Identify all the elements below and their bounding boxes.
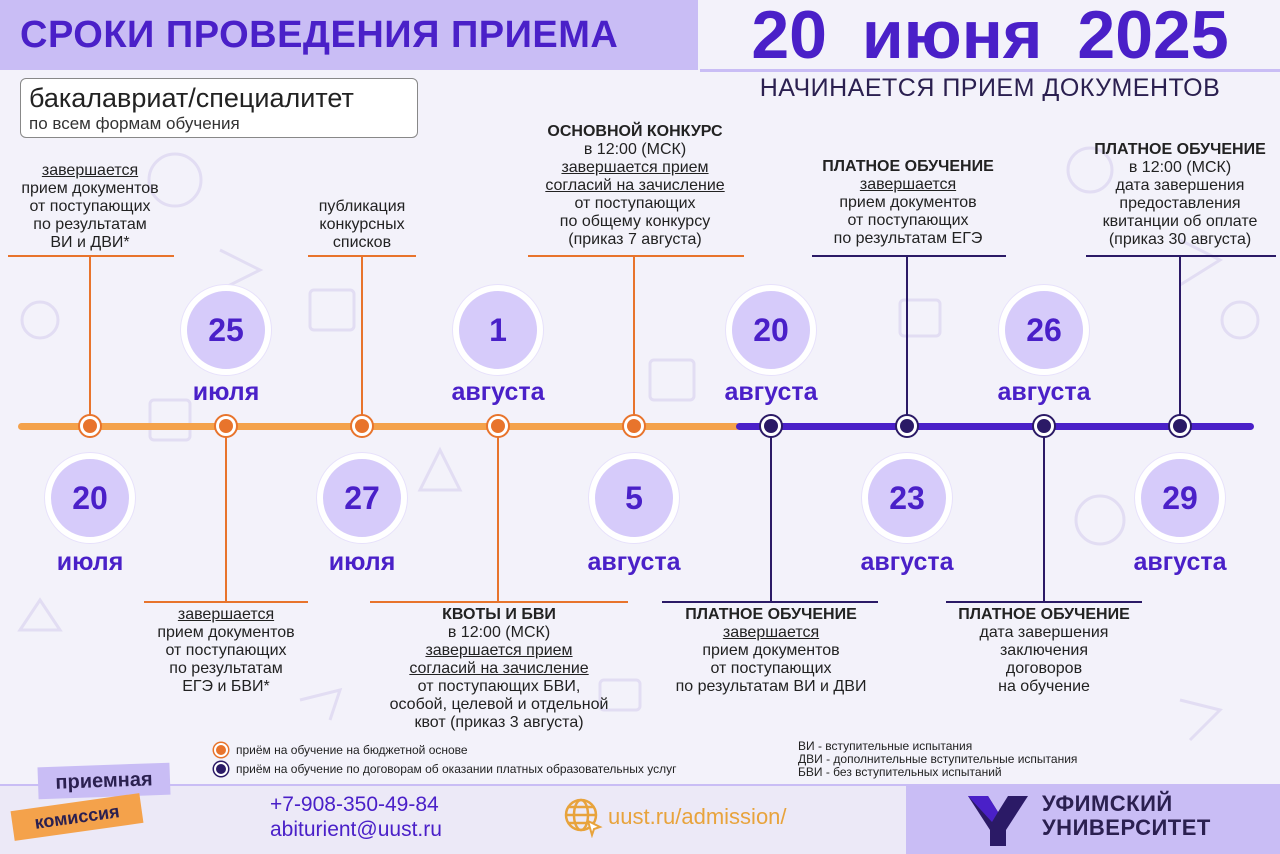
legend-paid-label: приём на обучение по договорам об оказании платных образовательных услуг [236,762,677,776]
event-line: (приказ 30 августа) [1108,231,1252,248]
event-line: от поступающих [574,195,696,212]
date-month: июля [328,548,396,576]
event-26-aug [958,606,1130,696]
event-line: согласий на зачисление [409,660,589,677]
connector [497,427,499,602]
connector [361,256,363,426]
university-name [1042,792,1211,840]
start-date: 20 июня 2025 [700,0,1280,72]
event-line: заключения [999,642,1089,659]
date-month: августа [724,378,818,406]
connector [662,601,878,603]
level-title: бакалавриат/специалитет [29,83,354,113]
event-line: прием документов [157,624,295,641]
date-month: июля [56,548,124,576]
event-line: от поступающих [165,642,287,659]
date-day: 1 [453,285,543,375]
connector [89,256,91,426]
date-month: июля [192,378,260,406]
timeline-node-23-aug [895,414,919,438]
level-box [20,78,418,138]
timeline-node-1-aug [486,414,510,438]
connector [1043,427,1045,602]
connector [1086,255,1276,257]
event-line: от поступающих [847,212,969,229]
event-line: согласий на зачисление [545,177,725,194]
event-line: списков [332,234,392,251]
event-heading: ПЛАТНОЕ ОБУЧЕНИЕ [685,606,857,623]
event-1-aug [390,606,609,732]
event-line: ЕГЭ и БВИ* [182,678,270,695]
event-line: прием документов [839,194,977,211]
phone-link[interactable]: +7-908-350-49-84 [270,793,439,816]
timeline-node-5-aug [622,414,646,438]
event-line: завершается прием [561,159,709,176]
event-line: квот (приказ 3 августа) [414,714,584,731]
abbreviation: ДВИ - дополнительные вступительные испытания [798,752,1078,766]
event-line: завершается [41,162,139,179]
event-line: по результатам [33,216,147,233]
event-line: дата завершения [979,624,1109,641]
event-line: договоров [1005,660,1083,677]
event-line: по результатам ЕГЭ [833,230,983,247]
event-line: предоставления [1119,195,1241,212]
event-line: от поступающих БВИ, [417,678,581,695]
event-line: квитанции об оплате [1102,213,1258,230]
event-line: по результатам ВИ и ДВИ [675,678,867,695]
university-logo [966,790,1030,846]
event-line: по общему конкурсу [559,213,711,230]
date-month: августа [860,548,954,576]
event-heading: ПЛАТНОЕ ОБУЧЕНИЕ [958,606,1130,623]
event-line: прием документов [21,180,159,197]
date-month: августа [1133,548,1227,576]
date-month: августа [587,548,681,576]
legend-budget-label: приём на обучение на бюджетной основе [236,743,468,757]
event-25-jul [157,606,294,696]
date-month: августа [997,378,1091,406]
event-heading: ПЛАТНОЕ ОБУЧЕНИЕ [822,158,994,175]
event-line: завершается [859,176,957,193]
website-link[interactable]: uust.ru/admission/ [608,804,787,829]
start-date-caption: НАЧИНАЕТСЯ ПРИЕМ ДОКУМЕНТОВ [759,74,1221,102]
date-day: 5 [589,453,679,543]
event-5-aug [545,123,724,249]
connector [528,255,744,257]
connector [906,256,908,426]
date-day: 27 [317,453,407,543]
connector [1179,256,1181,426]
timeline-node-20-aug [759,414,783,438]
timeline-node-29-aug [1168,414,1192,438]
timeline-node-25-jul [214,414,238,438]
event-27-jul [319,198,406,252]
event-heading: КВОТЫ И БВИ [442,606,556,623]
event-heading: ОСНОВНОЙ КОНКУРС [547,123,723,140]
event-line: особой, целевой и отдельной [389,696,609,713]
event-23-aug [822,158,994,248]
connector [8,255,174,257]
event-20-aug [676,606,867,696]
date-day: 20 [726,285,816,375]
event-line: от поступающих [29,198,151,215]
connector [946,601,1142,603]
connector [144,601,308,603]
globe-icon [562,796,604,838]
event-20-jul [21,162,158,252]
event-line: завершается прием [425,642,573,659]
abbreviation: ВИ - вступительные испытания [798,739,973,753]
event-line: завершается [177,606,275,623]
event-line: конкурсных [319,216,405,233]
event-line: по результатам [169,660,283,677]
date-day: 20 [45,453,135,543]
commission-label: комиссия [11,793,144,841]
legend-paid-dot [214,762,228,776]
event-line: (приказ 7 августа) [568,231,702,248]
event-line: дата завершения [1115,177,1245,194]
date-day: 29 [1135,453,1225,543]
connector [812,255,1006,257]
commission-label: приемная [37,763,170,800]
connector [770,427,772,602]
date-day: 23 [862,453,952,543]
email-link[interactable]: abiturient@uust.ru [270,818,442,841]
event-time: в 12:00 (МСК) [1128,159,1232,176]
event-heading: ПЛАТНОЕ ОБУЧЕНИЕ [1094,141,1266,158]
university-name-line: УФИМСКИЙ [1042,791,1173,816]
event-line: ВИ и ДВИ* [50,234,130,251]
event-time: в 12:00 (МСК) [447,624,551,641]
page-title: СРОКИ ПРОВЕДЕНИЯ ПРИЕМА [0,0,698,70]
abbreviation: БВИ - без вступительных испытаний [798,765,1002,779]
connector [633,256,635,426]
date-day: 25 [181,285,271,375]
connector [370,601,628,603]
university-name-line: УНИВЕРСИТЕТ [1042,815,1211,840]
timeline-node-20-jul [78,414,102,438]
event-line: на обучение [998,678,1090,695]
date-day: 26 [999,285,1089,375]
date-month: августа [451,378,545,406]
connector [225,427,227,602]
event-line: публикация [318,198,406,215]
legend-budget-dot [214,743,228,757]
event-line: прием документов [702,642,840,659]
event-29-aug [1094,141,1266,249]
level-subtitle: по всем формам обучения [29,114,240,133]
timeline-node-26-aug [1032,414,1056,438]
event-line: завершается [722,624,820,641]
timeline-node-27-jul [350,414,374,438]
event-time: в 12:00 (МСК) [583,141,687,158]
event-line: от поступающих [710,660,832,677]
